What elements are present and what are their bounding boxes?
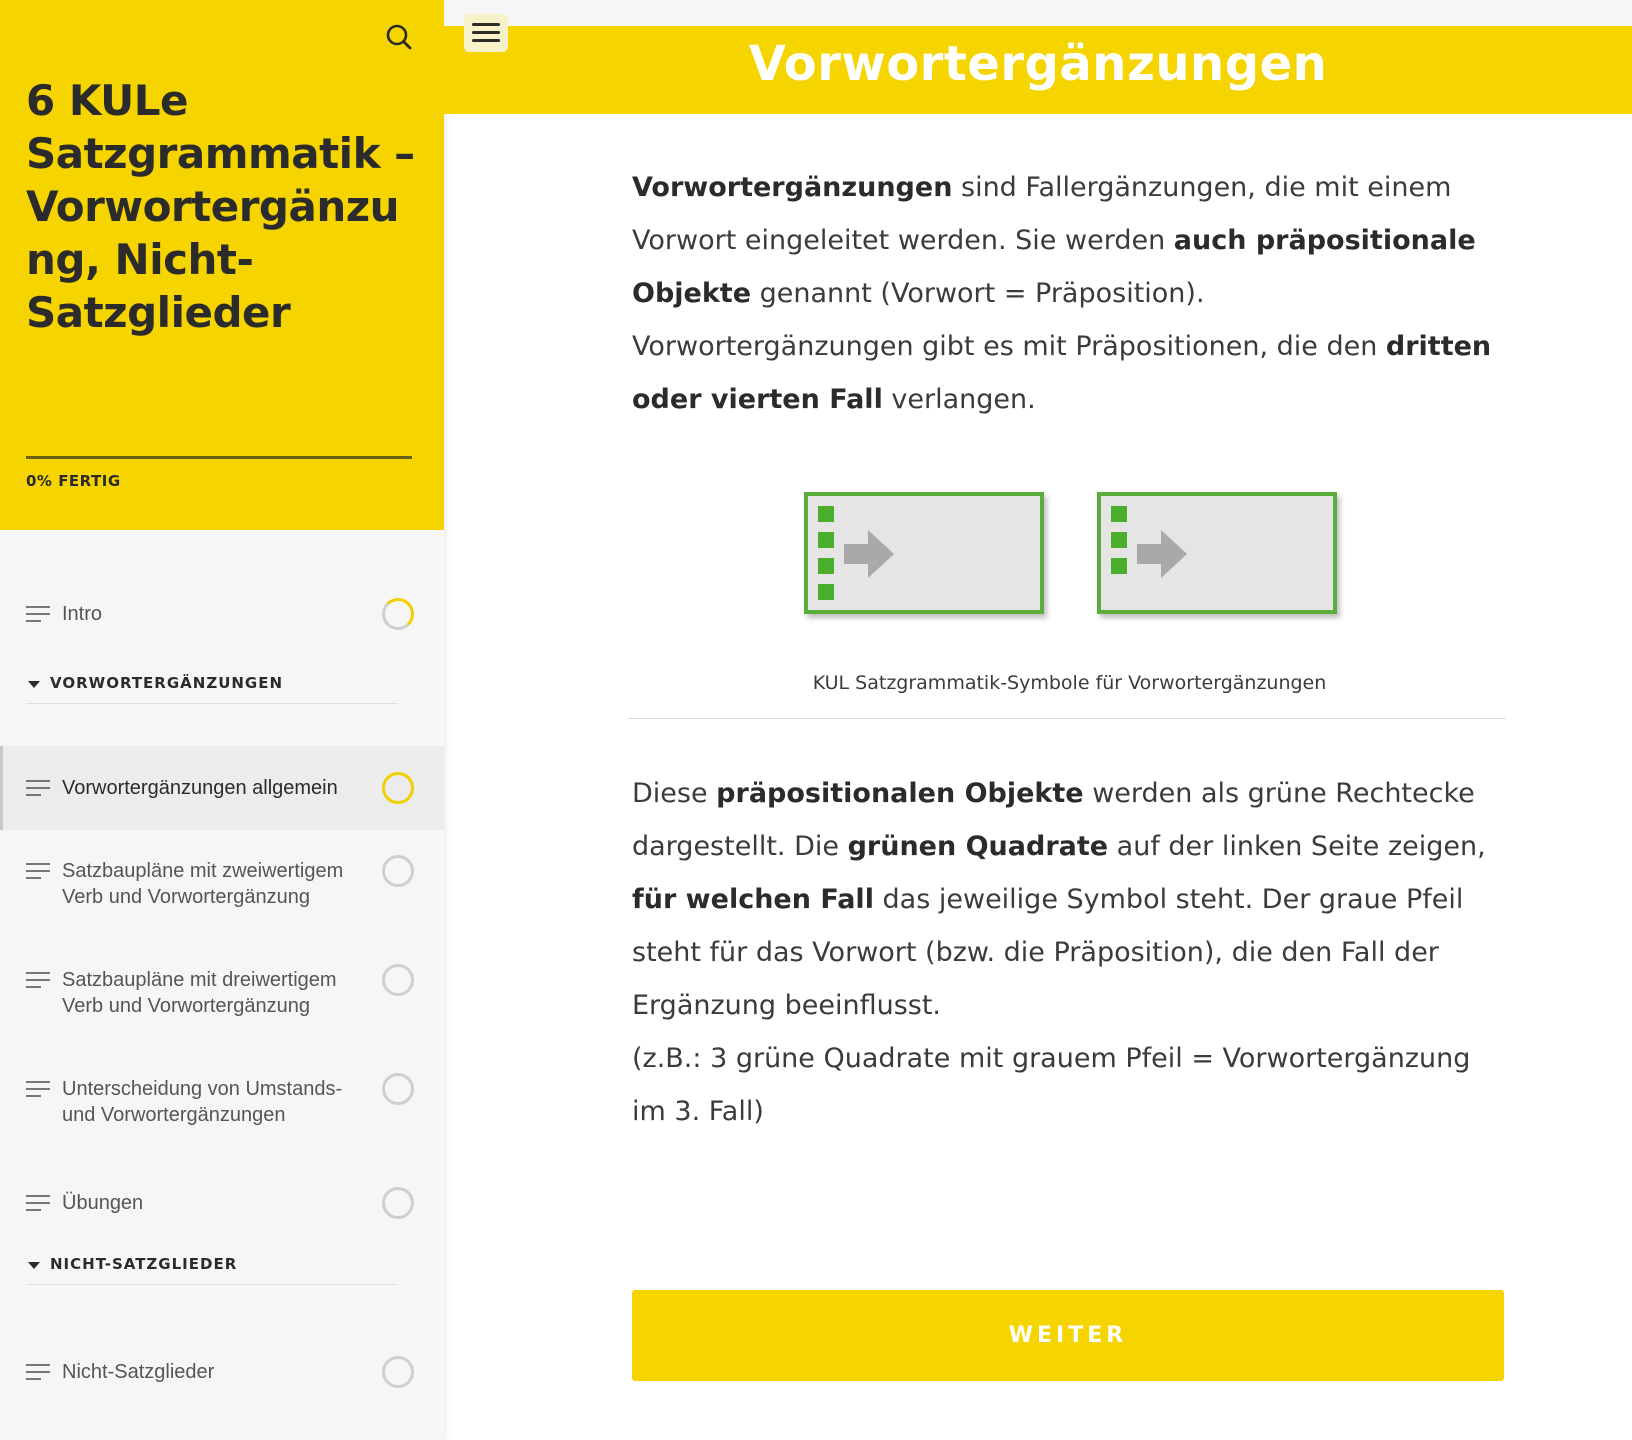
sidebar-item-label: Nicht-Satzglieder xyxy=(62,1361,215,1383)
explanation-paragraph xyxy=(632,767,1507,1138)
text-lines-icon xyxy=(26,605,50,623)
course-title: 6 KULe Satzgrammatik – Vorwortergänzung, Nicht-Satzglieder xyxy=(26,76,415,337)
progress-ring-icon xyxy=(382,1073,414,1105)
green-square xyxy=(1111,532,1127,548)
text-lines-icon xyxy=(26,862,50,880)
green-square xyxy=(1111,558,1127,574)
text: auf der linken Seite zeigen, xyxy=(1108,831,1486,862)
caret-down-icon xyxy=(28,1262,40,1269)
symbol-fourth-case xyxy=(804,492,1044,614)
green-square xyxy=(818,584,834,600)
bold-text: präpositionalen Objekte xyxy=(716,778,1084,809)
text-lines-icon xyxy=(26,1363,50,1381)
text-lines-icon xyxy=(26,779,50,797)
progress-ring-icon xyxy=(382,772,414,804)
progress-ring-icon xyxy=(382,855,414,887)
progress-ring-icon xyxy=(382,1356,414,1388)
green-square xyxy=(818,532,834,548)
course-sidebar xyxy=(0,0,444,1440)
next-button[interactable]: WEITER xyxy=(632,1290,1504,1381)
section-label: VORWORTERGÄNZUNGEN xyxy=(50,674,284,692)
sidebar-item-label: Satzbaupläne mit dreiwertigem Verb und Vorwortergänzung xyxy=(62,969,337,1017)
progress-label: 0% FERTIG xyxy=(26,472,121,490)
sidebar-header xyxy=(0,0,444,530)
caret-down-icon xyxy=(28,681,40,688)
text: Vorwortergänzungen gibt es mit Präpositionen, die den xyxy=(632,331,1386,362)
sidebar-item-label: Satzbaupläne mit zweiwertigem Verb und Vorwortergänzung xyxy=(62,860,344,908)
sidebar-item-label: Vorwortergänzungen allgemein xyxy=(62,777,338,799)
bold-text: dritten oder vierten Fall xyxy=(632,331,1492,415)
sidebar-item-label: Unterscheidung von Umstands- und Vorwortergänzungen xyxy=(62,1078,343,1126)
progress-bar xyxy=(26,456,412,459)
sidebar-item-label: Intro xyxy=(62,603,103,625)
text: verlangen. xyxy=(882,384,1036,415)
figure-caption: KUL Satzgrammatik-Symbole für Vorwortergänzungen xyxy=(812,672,1327,694)
text-lines-icon xyxy=(26,1080,50,1098)
symbol-figure xyxy=(802,492,1342,622)
text-lines-icon xyxy=(26,1194,50,1212)
green-square xyxy=(818,558,834,574)
text: das jeweilige Symbol steht. Der graue Pfeil steht für das Vorwort (bzw. die Präposition), die den Fall der Ergänzung beeinflusst. xyxy=(632,884,1464,1021)
section-header-vorwortergaenzungen[interactable] xyxy=(26,670,398,704)
grey-arrow-icon xyxy=(844,528,896,580)
sidebar-item-next-partial[interactable] xyxy=(0,1430,444,1440)
text-lines-icon xyxy=(26,971,50,989)
sidebar-item-intro[interactable] xyxy=(0,584,444,644)
progress-ring-icon xyxy=(382,598,414,630)
progress-ring-icon xyxy=(382,1187,414,1219)
bold-text: auch präpositionale Objekte xyxy=(632,225,1476,309)
search-icon[interactable] xyxy=(384,22,414,52)
lesson-banner xyxy=(444,26,1632,114)
text: genannt (Vorwort = Präposition). xyxy=(751,278,1205,309)
green-square xyxy=(1111,506,1127,522)
sidebar-item-zweiwertig[interactable] xyxy=(0,840,444,930)
sidebar-item-uebungen[interactable] xyxy=(0,1173,444,1233)
page-title: Vorwortergänzungen xyxy=(748,36,1328,92)
text: werden als grüne Rechtecke dargestellt. Die xyxy=(632,778,1475,862)
intro-paragraph xyxy=(632,161,1507,426)
top-strip xyxy=(444,0,1632,26)
grey-arrow-icon xyxy=(1137,528,1189,580)
progress-ring-icon xyxy=(382,964,414,996)
bold-text: Vorwortergänzungen xyxy=(632,172,953,203)
sidebar-item-unterscheidung[interactable] xyxy=(0,1058,444,1148)
sidebar-item-nicht-satzglieder[interactable] xyxy=(0,1342,444,1402)
divider xyxy=(628,718,1506,719)
text: sind Fallergänzungen, die mit einem Vorwort eingeleitet werden. Sie werden xyxy=(632,172,1452,256)
sidebar-item-dreiwertig[interactable] xyxy=(0,949,444,1039)
section-header-nicht-satzglieder[interactable] xyxy=(26,1251,398,1285)
green-square xyxy=(818,506,834,522)
section-label: NICHT-SATZGLIEDER xyxy=(50,1255,238,1273)
symbol-third-case xyxy=(1097,492,1337,614)
bold-text: für welchen Fall xyxy=(632,884,874,915)
sidebar-item-label: Übungen xyxy=(62,1192,144,1214)
bold-text: grünen Quadrate xyxy=(847,831,1109,862)
sidebar-item-vorwortergaenzungen-allgemein[interactable] xyxy=(0,746,444,830)
text: Diese xyxy=(632,778,717,809)
hamburger-menu-icon[interactable] xyxy=(464,14,508,52)
text: (z.B.: 3 grüne Quadrate mit grauem Pfeil = Vorwortergänzung im 3. Fall) xyxy=(632,1043,1471,1127)
